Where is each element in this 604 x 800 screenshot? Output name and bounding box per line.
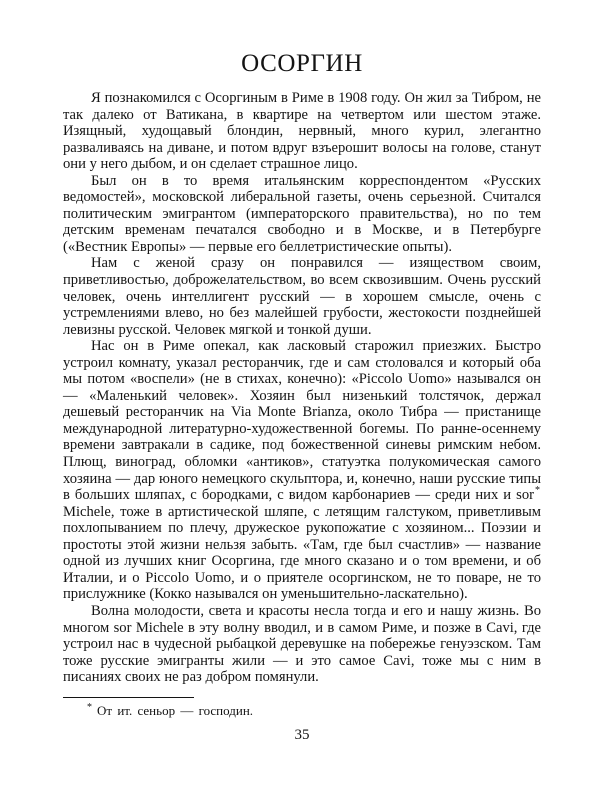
footnote-marker: * xyxy=(87,701,92,713)
paragraph-4 xyxy=(63,338,541,603)
paragraph-1: Я познакомился с Осоргиным в Риме в 1908 году. Он жил за Тибром, не так далеко от Ватикана, в квартире на четвертом или шестом этаже. Изящный, худощавый блондин, нервный, много курил, элегантно разваливаясь на диване, и потом вдруг взъерошит волосы на голове, станут они у него дыбом, и он сделает страшное лицо. xyxy=(63,90,541,173)
paragraph-3: Нам с женой сразу он понравился — изяществом своим, приветливостью, доброжелательством, во всем сквозившим. Очень русский человек, очень интеллигент русский — в хорошем смысле, очень с устремлениями влево, но без малейшей грубости, жестокости позднейшей левизны русской. Человек мягкой и тонкой души. xyxy=(63,255,541,338)
paragraph-4-after-marker: Michele, тоже в артистической шляпе, с летящим галстуком, приветливым похлопыванием по плечу, дружеское рукопожатие с хозяином... Поэзии и простоты этой жизни нельзя забыть. «Там, где был счастлив» — название одной из лучших книг Осоргина, где много сказано и о том времени, и об Италии, и о Piccolo Uomo, и о приятеле осоргинском, не то поваре, не то прислужнике (Кокко назывался он уменьшительно-ласкательно). xyxy=(63,503,541,603)
footnote-area xyxy=(63,697,541,719)
paragraph-5: Волна молодости, света и красоты несла тогда и его и нашу жизнь. Во многом sor Michele в эту волну вводил, и в самом Риме, и позже в Cavi, где устроил нас в чудесной рыбацкой деревушке на побережье генуэзском. Там тоже русские эмигранты жили — и это самое Cavi, тоже мы с ним в писаниях своих не раз добром помянули. xyxy=(63,602,541,686)
footnote-text: От ит. сеньор — господин. xyxy=(97,703,254,718)
footnote-reference-marker: * xyxy=(535,485,540,497)
paragraph-4-before-marker: Нас он в Риме опекал, как ласковый старожил приезжих. Быстро устроил комнату, указал ресторанчик, где и сам столовался и который оба мы потом «воспели» (не в стихах, конечно): «Piccolo Uomo» назывался он — «Маленький человек». Хозяин был низенький толстячок, держал дешевый ресторанчик на Via Monte Brianza, около Тибра — пристанище международной литературно-художественной богемы. По ранне-осеннему времени завтракали в садике, под божественной синевы римским небом. Плющ, виноград, обломки «антиков», статуэтка полукомическая самого хозяина — дар юного немецкого скульптора, и, конечно, наши русские типы в больших шляпах, с бородками, с видом карбонариев — среди них и sor xyxy=(63,338,541,504)
page-number: 35 xyxy=(294,727,310,743)
body-text-block xyxy=(63,90,541,686)
footnote-separator-rule xyxy=(63,697,194,698)
page-title: ОСОРГИН xyxy=(241,50,363,77)
paragraph-2: Был он в то время итальянским корреспондентом «Русских ведомостей», московской либеральной газеты, очень серьезной. Считался политическим эмигрантом (императорского правительства), но по тем детским временам печатался свободно и в Москве, и в Петербурге («Вестник Европы» — первые его беллетристические опыты). xyxy=(63,172,541,255)
footnote xyxy=(63,703,541,719)
